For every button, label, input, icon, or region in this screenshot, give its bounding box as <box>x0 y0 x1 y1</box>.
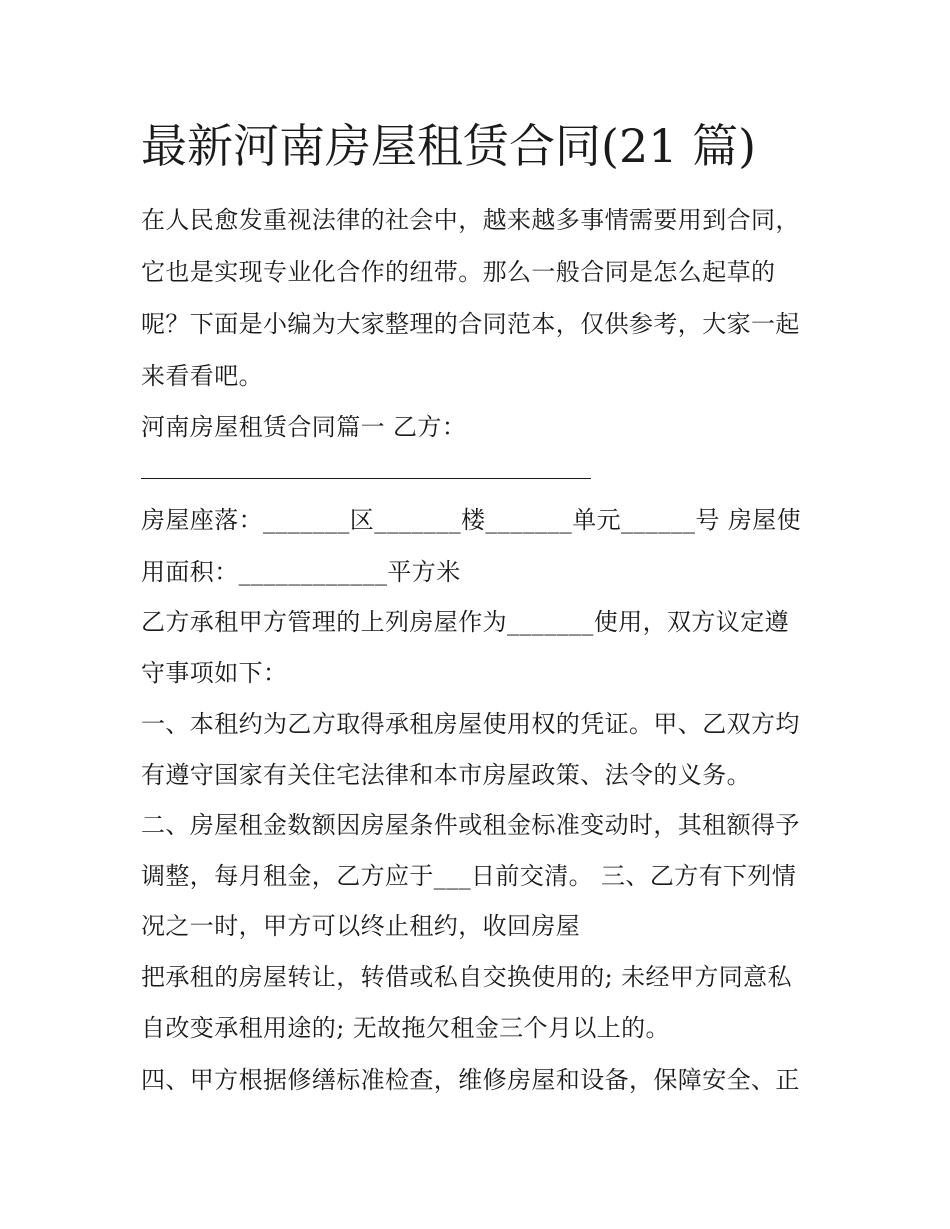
paragraph-line: 四、甲方根据修缮标准检查，维修房屋和设备，保障安全、正 <box>141 1066 800 1094</box>
paragraph-line: 在人民愈发重视法律的社会中，越来越多事情需要用到合同， <box>141 206 800 234</box>
paragraph-line: 来看看吧。 <box>141 362 263 390</box>
paragraph-line: 守事项如下： <box>141 659 288 687</box>
paragraph-line: 呢？下面是小编为大家整理的合同范本，仅供参考，大家一起 <box>141 310 800 338</box>
paragraph-line: 二、房屋租金数额因房屋条件或租金标准变动时，其租额得予 <box>141 811 800 839</box>
paragraph-line: 一、本租约为乙方取得承租房屋使用权的凭证。甲、乙双方均 <box>141 710 800 738</box>
paragraph-line: 乙方承租甲方管理的上列房屋作为_______使用，双方议定遵 <box>141 608 789 636</box>
paragraph-line: 调整，每月租金，乙方应于___日前交清。 三、乙方有下列情 <box>141 862 797 890</box>
paragraph-line: 把承租的房屋转让，转借或私自交换使用的; 未经甲方同意私 <box>141 963 792 991</box>
paragraph-line: 房屋座落：_______区_______楼_______单元______号 房屋使 <box>141 506 802 534</box>
document-title: 最新河南房屋租赁合同(21 篇) <box>141 119 757 173</box>
section-heading-line: 河南房屋租赁合同篇一 乙方： <box>141 413 467 441</box>
paragraph-line: 有遵守国家有关住宅法律和本市房屋政策、法令的义务。 <box>141 761 751 789</box>
blank-fill-line <box>141 478 591 479</box>
paragraph-line: 况之一时，甲方可以终止租约，收回房屋 <box>141 912 581 940</box>
paragraph-line: 自改变承租用途的; 无故拖欠租金三个月以上的。 <box>141 1014 670 1042</box>
paragraph-line: 它也是实现专业化合作的纽带。那么一般合同是怎么起草的 <box>141 258 776 286</box>
paragraph-line: 用面积：____________平方米 <box>141 558 461 586</box>
